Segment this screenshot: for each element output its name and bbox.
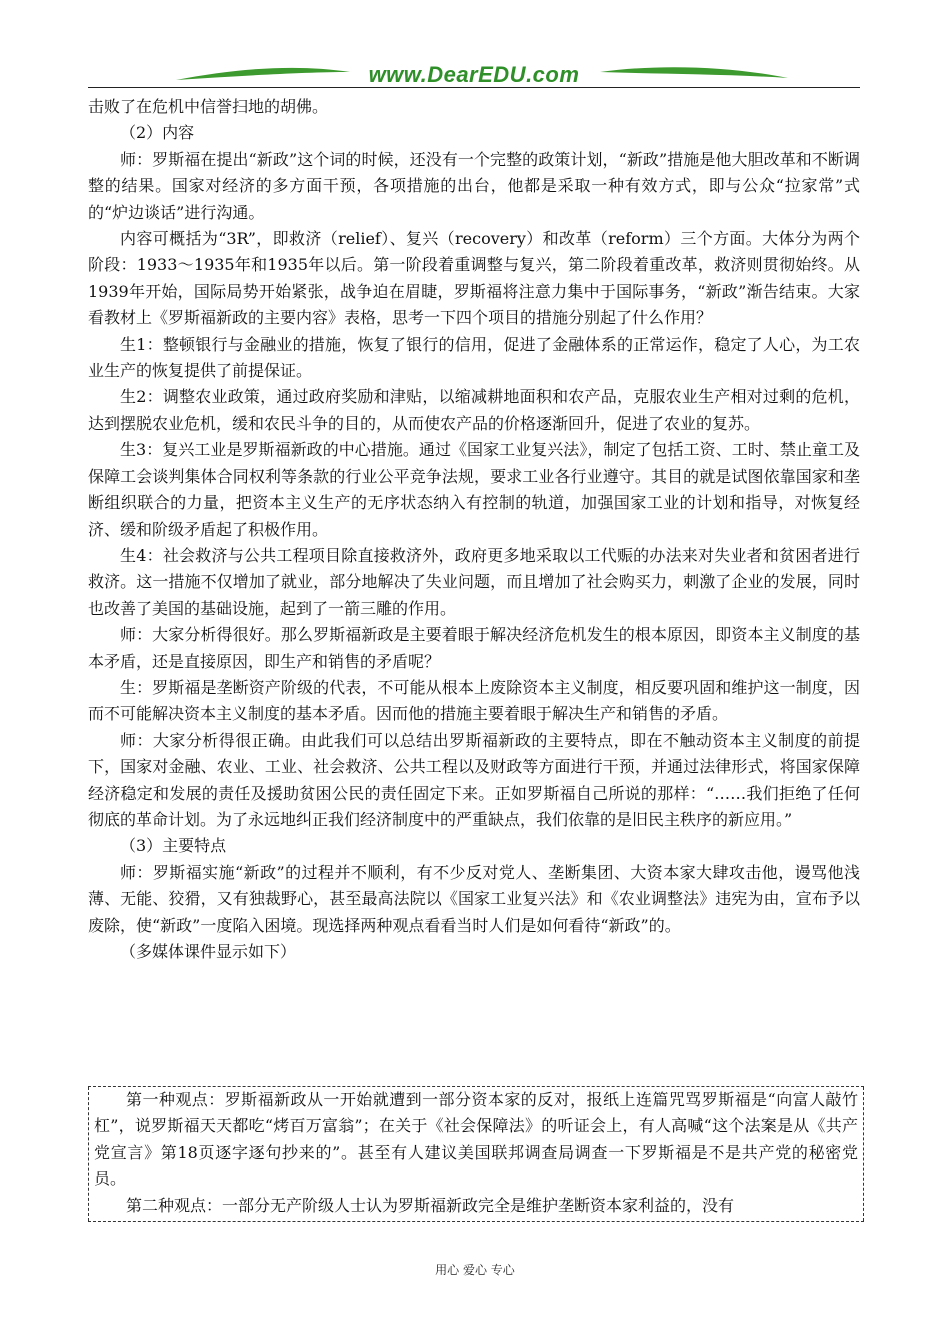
paragraph: 生2：调整农业政策，通过政府奖励和津贴，以缩减耕地面积和农产品，克服农业生产相对过剩的危机，达到摆脱农业危机，缓和农民斗争的目的，从而使农产品的价格逐渐回升，促进了农业的复苏。 — [88, 387, 860, 433]
paragraph: 生：罗斯福是垄断资产阶级的代表，不可能从根本上废除资本主义制度，相反要巩固和维护这一制度，因而不可能解决资本主义制度的基本矛盾。因而他的措施主要着眼于解决生产和销售的矛盾。 — [88, 677, 860, 724]
site-header — [88, 58, 860, 90]
paragraph: 师：罗斯福在提出“新政”这个词的时候，还没有一个完整的政策计划，“新政”措施是他大胆改革和不断调整的结果。国家对经济的多方面干预，各项措施的出台，他都是采取一种有效方式，即与公众“拉家常”式的“炉边谈话”进行沟通。 — [88, 149, 860, 222]
paragraph: （2）内容 — [120, 123, 195, 143]
viewpoint-paragraph: 第一种观点：罗斯福新政从一开始就遭到一部分资本家的反对，报纸上连篇咒骂罗斯福是“向富人敲竹杠”，说罗斯福天天都吃“烤百万富翁”；在关于《社会保障法》的听证会上，有人高喊“这个法案是从《共产党宣言》第18页逐字逐句抄来的”。甚至有人建议美国联邦调查局调查一下罗斯福是不是共产党的秘密党员。 — [94, 1090, 858, 1189]
paragraph: （3）主要特点 — [120, 836, 227, 856]
paragraph: 内容可概括为“3R”，即救济（relief）、复兴（recovery）和改革（reform）三个方面。大体分为两个阶段：1933～1935年和1935年以后。第一阶段着重调整与复兴，第二阶段着重改革，救济则贯彻始终。从1939年开始，国际局势开始紧张，战争迫在眉睫，罗斯福将注意力集中于国际事务，“新政”渐告结束。大家看教材上《罗斯福新政的主要内容》表格，思考一下四个项目的措施分别起了什么作用？ — [88, 229, 860, 328]
paragraph: （多媒体课件显示如下） — [120, 942, 297, 961]
paragraph: 生4：社会救济与公共工程项目除直接救济外，政府更多地采取以工代赈的办法来对失业者和贫困者进行救济。这一措施不仅增加了就业，部分地解决了失业问题，而且增加了社会购买力，刺激了企业的发展，同时也改善了美国的基础设施，起到了一箭三雕的作用。 — [88, 545, 860, 618]
paragraph: 生1：整顿银行与金融业的措施，恢复了银行的信用，促进了金融体系的正常运作，稳定了人心，为工农业生产的恢复提供了前提保证。 — [88, 334, 860, 381]
viewpoint-paragraph: 第二种观点：一部分无产阶级人士认为罗斯福新政完全是维护垄断资本家利益的，没有 — [126, 1195, 735, 1215]
site-logo[interactable]: www.DearEDU.com — [368, 62, 580, 87]
paragraph: 生3：复兴工业是罗斯福新政的中心措施。通过《国家工业复兴法》，制定了包括工资、工时、禁止童工及保障工会谈判集体合同权利等条款的行业公平竞争法规，要求工业各行业遵守。其目的就是试图依靠国家和垄断组织联合的力量，把资本主义生产的无序状态纳入有控制的轨道，加强国家工业的计划和指导，对恢复经济、缓和阶级矛盾起了积极作用。 — [88, 440, 860, 539]
paragraph: 师：大家分析得很好。那么罗斯福新政是主要着眼于解决经济危机发生的根本原因，即资本主义制度的基本矛盾，还是直接原因，即生产和销售的矛盾呢？ — [88, 625, 860, 671]
paragraph: 击败了在危机中信誉扫地的胡佛。 — [88, 97, 329, 116]
multimedia-viewpoints-box — [88, 1086, 864, 1222]
paragraph: 师：大家分析得很正确。由此我们可以总结出罗斯福新政的主要特点，即在不触动资本主义制度的前提下，国家对金融、农业、工业、社会救济、公共工程以及财政等方面进行干预，并通过法律形式，将国家保障经济稳定和发展的责任及援助贫困公民的责任固定下来。正如罗斯福自己所说的那样：“……我们拒绝了任何彻底的革命计划。为了永远地纠正我们经济制度中的严重缺点，我们依靠的是旧民主秩序的新应用。” — [88, 730, 860, 829]
document-body — [88, 94, 860, 965]
header-rule — [88, 87, 860, 88]
paragraph: 师：罗斯福实施“新政”的过程并不顺利，有不少反对党人、垄断集团、大资本家大肆攻击他，谩骂他浅薄、无能、狡猾，又有独裁野心，甚至最高法院以《国家工业复兴法》和《农业调整法》违宪为由，宣布予以废除，使“新政”一度陷入困境。现选择两种观点看看当时人们是如何看待“新政”的。 — [88, 862, 860, 935]
page-footer: 用心 爱心 专心 — [435, 1263, 515, 1277]
